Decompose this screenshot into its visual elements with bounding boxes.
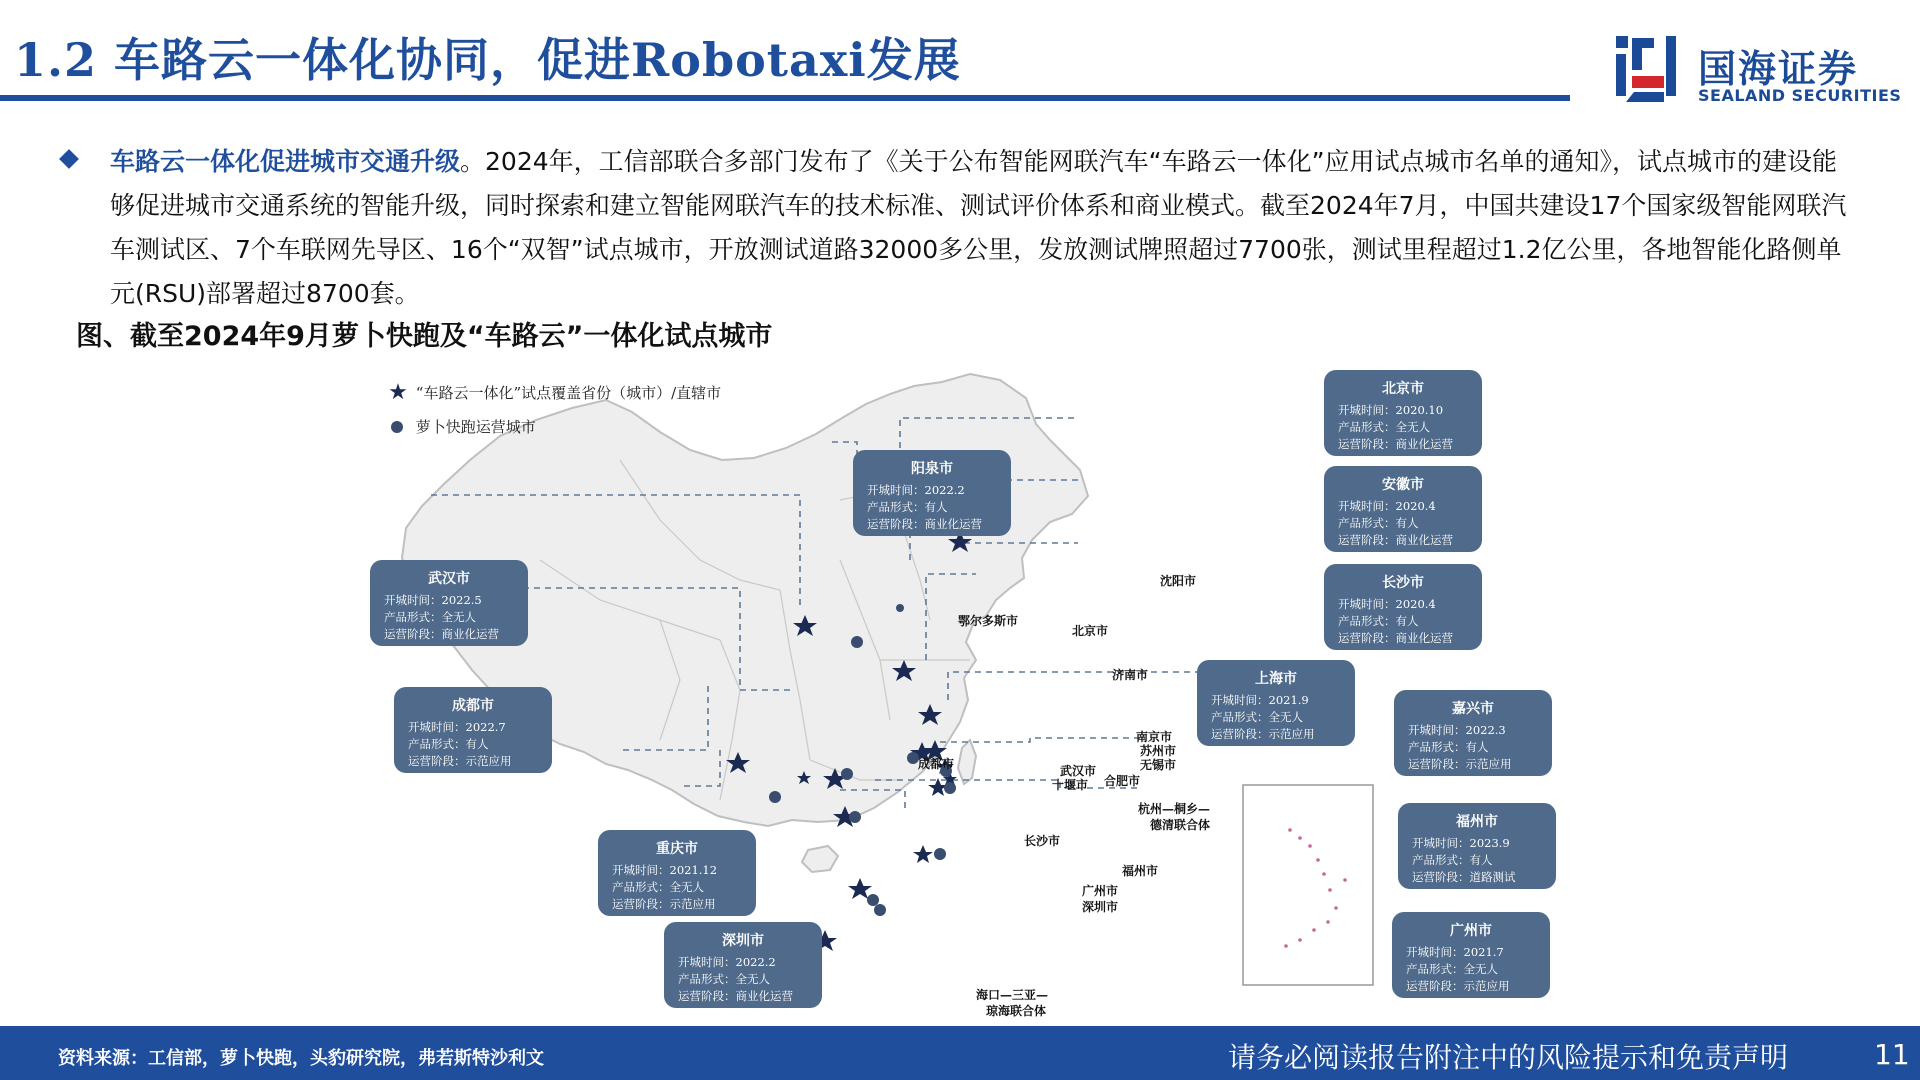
city-card-beijing bbox=[1324, 370, 1482, 456]
city-card-jiaxing bbox=[1394, 690, 1552, 776]
card-product-form: 产品形式：全无人 bbox=[678, 972, 770, 986]
map-label-wuhan: 武汉市 bbox=[1060, 764, 1097, 778]
city-card-shenzhen bbox=[664, 922, 822, 1008]
city-card-yangquan bbox=[853, 450, 1011, 536]
card-operation-stage: 运营阶段：商业化运营 bbox=[867, 517, 982, 531]
card-operation-stage: 运营阶段：道路测试 bbox=[1412, 870, 1516, 884]
card-operation-stage: 运营阶段：商业化运营 bbox=[384, 627, 499, 641]
card-product-form: 产品形式：全无人 bbox=[1211, 710, 1303, 724]
footer-source: 资料来源：工信部，萝卜快跑，头豹研究院，弗若斯特沙利文 bbox=[58, 1048, 544, 1069]
card-city-name: 上海市 bbox=[1255, 671, 1297, 687]
star-icon: ★ bbox=[388, 380, 408, 405]
card-city-name: 成都市 bbox=[452, 698, 494, 714]
dot-marker-shenzhen bbox=[874, 904, 886, 916]
card-product-form: 产品形式：有人 bbox=[867, 500, 948, 514]
city-card-guangzhou bbox=[1392, 912, 1550, 998]
map-label-suzhou: 苏州市 bbox=[1140, 744, 1177, 758]
card-open-date: 开城时间：2022.2 bbox=[867, 483, 965, 497]
footer-disclaimer: 请务必阅读报告附注中的风险提示和免责声明 bbox=[1228, 1041, 1789, 1074]
city-card-anhui bbox=[1324, 466, 1482, 552]
title-divider bbox=[0, 95, 1570, 101]
card-open-date: 开城时间：2022.3 bbox=[1408, 723, 1506, 737]
star-marker-guangzhou bbox=[848, 878, 872, 899]
map-label-jinan: 济南市 bbox=[1112, 668, 1149, 682]
legend-dot-row bbox=[385, 416, 536, 438]
map-label-shenyang: 沈阳市 bbox=[1160, 574, 1197, 588]
legend-star-row bbox=[385, 380, 722, 405]
figure-caption: 图、截至2024年9月萝卜快跑及“车路云”一体化试点城市 bbox=[76, 321, 773, 352]
hainan-island bbox=[802, 846, 838, 872]
dot-icon bbox=[391, 421, 403, 433]
body-text: 。2024年，工信部联合多部门发布了《关于公布智能网联汽车“车路云一体化”应用试点城市名单的通知》，试点城市的建设能够促进城市交通系统的智能升级，同时探索和建立智能网联汽车的技术标准、测试评价体系和商业模式。截至2024年7月，中国共建设17个国家级智能网联汽车测试区、7个车联网先导区、16个“双智”试点城市，开放测试道路32000多公里，发放测试牌照超过7700张，测试里程超过1.2亿公里，各地智能化路侧单元(RSU)部署超过8700套。 bbox=[110, 147, 1847, 308]
card-operation-stage: 运营阶段：商业化运营 bbox=[1338, 437, 1453, 451]
map-label-haikou: 海口—三亚— bbox=[976, 988, 1049, 1002]
star-marker-fuzhou bbox=[913, 845, 933, 863]
diamond-bullet-icon bbox=[59, 149, 79, 169]
card-open-date: 开城时间：2020.10 bbox=[1338, 403, 1444, 417]
map-label-qionghai: 琼海联合体 bbox=[986, 1004, 1047, 1018]
card-product-form: 产品形式：全无人 bbox=[612, 880, 704, 894]
card-product-form: 产品形式：全无人 bbox=[384, 610, 476, 624]
card-open-date: 开城时间：2022.7 bbox=[408, 720, 506, 734]
logo-chinese-name: 国海证券 bbox=[1698, 47, 1859, 91]
card-city-name: 福州市 bbox=[1456, 814, 1498, 830]
city-card-fuzhou bbox=[1398, 803, 1556, 889]
card-operation-stage: 运营阶段：商业化运营 bbox=[1338, 631, 1453, 645]
map-label-deqing: 德清联合体 bbox=[1150, 818, 1211, 832]
taiwan-island bbox=[958, 740, 976, 784]
card-city-name: 阳泉市 bbox=[911, 461, 953, 477]
card-product-form: 产品形式：有人 bbox=[1338, 614, 1419, 628]
legend-dot-label: 萝卜快跑运营城市 bbox=[415, 418, 536, 436]
card-city-name: 广州市 bbox=[1450, 923, 1492, 939]
card-operation-stage: 运营阶段：示范应用 bbox=[1408, 757, 1512, 771]
card-city-name: 武汉市 bbox=[428, 571, 470, 587]
card-product-form: 产品形式：有人 bbox=[1408, 740, 1489, 754]
map-label-hefei: 合肥市 bbox=[1104, 774, 1141, 788]
card-city-name: 嘉兴市 bbox=[1452, 701, 1494, 717]
card-operation-stage: 运营阶段：示范应用 bbox=[408, 754, 512, 768]
card-product-form: 产品形式：全无人 bbox=[1406, 962, 1498, 976]
dot-marker-chongqing bbox=[769, 791, 781, 803]
map-label-wuxi: 无锡市 bbox=[1140, 758, 1177, 772]
sealand-logo-icon bbox=[1612, 30, 1692, 110]
dot-marker-fuzhou bbox=[934, 848, 946, 860]
card-open-date: 开城时间：2023.9 bbox=[1412, 836, 1510, 850]
dot-marker-yangquan bbox=[851, 636, 863, 648]
dot-marker-changsha bbox=[849, 811, 861, 823]
card-city-name: 深圳市 bbox=[722, 933, 764, 949]
dot-marker-jiaxing bbox=[944, 782, 956, 794]
card-product-form: 产品形式：有人 bbox=[408, 737, 489, 751]
dot-marker-beijing bbox=[896, 604, 904, 612]
card-open-date: 开城时间：2022.2 bbox=[678, 955, 776, 969]
map-label-nanjing: 南京市 bbox=[1136, 730, 1173, 744]
card-operation-stage: 运营阶段：示范应用 bbox=[612, 897, 716, 911]
city-card-wuhan bbox=[370, 560, 528, 646]
company-logo bbox=[1612, 30, 1912, 110]
city-card-shanghai bbox=[1197, 660, 1355, 746]
card-open-date: 开城时间：2021.12 bbox=[612, 863, 718, 877]
card-open-date: 开城时间：2021.9 bbox=[1211, 693, 1309, 707]
dot-marker-guangzhou bbox=[867, 894, 879, 906]
card-open-date: 开城时间：2020.4 bbox=[1338, 499, 1436, 513]
card-operation-stage: 运营阶段：商业化运营 bbox=[678, 989, 793, 1003]
card-operation-stage: 运营阶段：示范应用 bbox=[1406, 979, 1510, 993]
map-label-ordos: 鄂尔多斯市 bbox=[958, 614, 1019, 628]
card-city-name: 重庆市 bbox=[656, 841, 698, 857]
card-product-form: 产品形式：全无人 bbox=[1338, 420, 1430, 434]
card-open-date: 开城时间：2021.7 bbox=[1406, 945, 1504, 959]
page-title: 1.2 车路云一体化协同，促进Robotaxi发展 bbox=[14, 33, 961, 87]
map-label-shiyan: 十堰市 bbox=[1052, 778, 1089, 792]
city-card-changsha bbox=[1324, 564, 1482, 650]
card-city-name: 安徽市 bbox=[1382, 477, 1424, 493]
city-card-chongqing bbox=[598, 830, 756, 916]
map-label-guangzhou: 广州市 bbox=[1082, 884, 1119, 898]
map-label-changsha: 长沙市 bbox=[1024, 834, 1061, 848]
body-paragraph bbox=[110, 140, 1850, 316]
card-operation-stage: 运营阶段：示范应用 bbox=[1211, 727, 1315, 741]
map-label-beijing: 北京市 bbox=[1072, 624, 1109, 638]
dot-marker-wuhan bbox=[841, 768, 853, 780]
card-product-form: 产品形式：有人 bbox=[1338, 516, 1419, 530]
card-city-name: 北京市 bbox=[1382, 381, 1424, 397]
map-label-chengdu: 成都市 bbox=[918, 757, 955, 771]
card-product-form: 产品形式：有人 bbox=[1412, 853, 1493, 867]
body-highlight: 车路云一体化促进城市交通升级 bbox=[110, 147, 461, 176]
card-open-date: 开城时间：2020.4 bbox=[1338, 597, 1436, 611]
city-card-chengdu bbox=[394, 687, 552, 773]
map-label-fuzhou: 福州市 bbox=[1122, 864, 1159, 878]
map-label-shenzhen: 深圳市 bbox=[1082, 900, 1119, 914]
logo-english-name: SEALAND SECURITIES bbox=[1698, 86, 1902, 105]
legend-star-label: “车路云一体化”试点覆盖省份（城市）/直辖市 bbox=[415, 384, 722, 402]
page-number: 11 bbox=[1874, 1038, 1910, 1071]
card-open-date: 开城时间：2022.5 bbox=[384, 593, 482, 607]
south-china-sea-inset bbox=[1243, 785, 1373, 985]
card-city-name: 长沙市 bbox=[1382, 575, 1424, 591]
map-label-hangzhou: 杭州—桐乡— bbox=[1138, 802, 1211, 816]
card-operation-stage: 运营阶段：商业化运营 bbox=[1338, 533, 1453, 547]
